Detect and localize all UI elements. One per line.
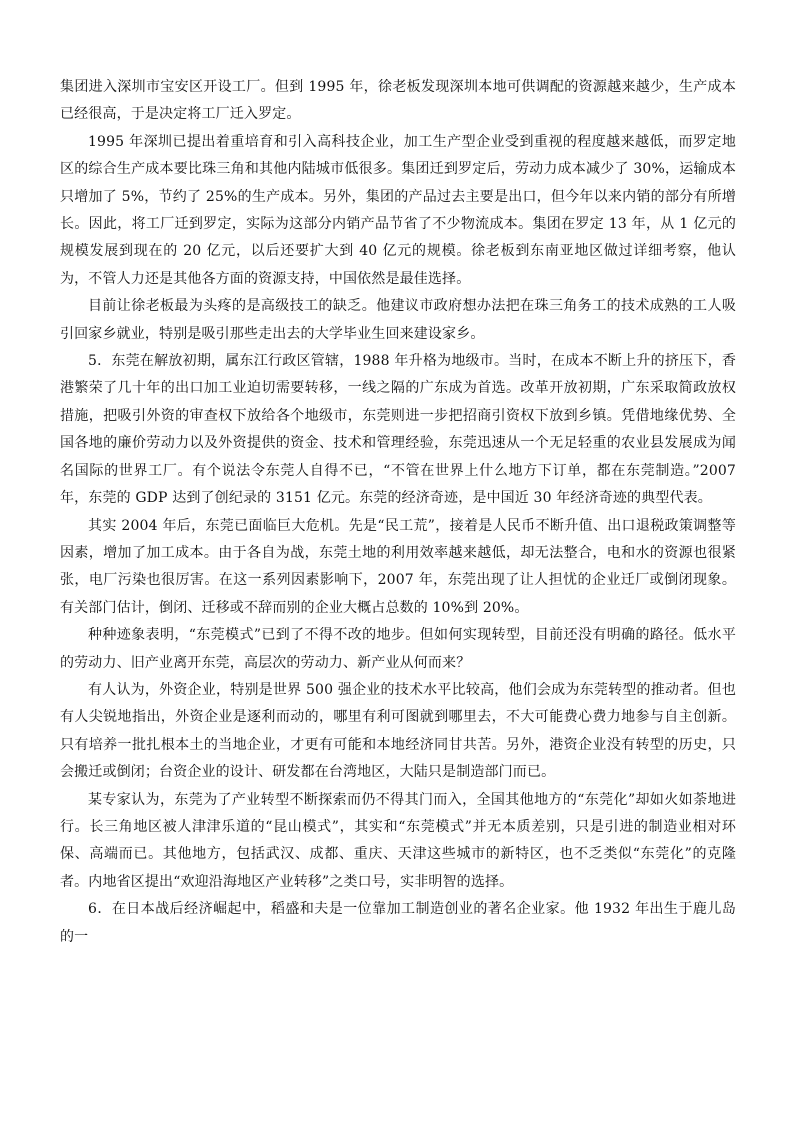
paragraph-2: 1995 年深圳已提出着重培育和引入高科技企业，加工生产型企业受到重视的程度越来越低，而罗定地区的综合生产成本要比珠三角和其他内陆城市低很多。集团迁到罗定后，劳动力成本减少了 30%，运输成本只增加了 5%，节约了 25%的生产成本。另外，集团的产品过去主要是出口，但今年以来内销的部分有所增长。因此，将工厂迁到罗定，实际为这部分内销产品节省了不少物流成本。集团在罗定 13 年，从 1 亿元的规模发展到现在的 20 亿元，以后还要扩大到 40 亿元的规模。徐老板到东南亚地区做过详细考察，他认为，不管人力还是其他各方面的资源支持，中国依然是最佳选择。 <box>60 133 736 287</box>
paragraph-9: 6．在日本战后经济崛起中，稻盛和夫是一位靠加工制造创业的著名企业家。他 1932 年出生于鹿儿岛的一 <box>60 901 736 945</box>
paragraph-1: 集团进入深圳市宝安区开设工厂。但到 1995 年，徐老板发现深圳本地可供调配的资源越来越少，生产成本已经很高，于是决定将工厂迁入罗定。 <box>60 79 736 123</box>
paragraph-7: 有人认为，外资企业，特别是世界 500 强企业的技术水平比较高，他们会成为东莞转型的推动者。但也有人尖锐地指出，外资企业是逐利而动的，哪里有利可图就到哪里去，不大可能费心费力地参与自主创新。只有培养一批扎根本土的当地企业，才更有可能和本地经济同甘共苦。另外，港资企业没有转型的历史，只会搬迁或倒闭；台资企业的设计、研发都在台湾地区，大陆只是制造部门而已。 <box>60 681 736 781</box>
paragraph-8: 某专家认为，东莞为了产业转型不断探索而仍不得其门而入，全国其他地方的“东莞化”却如火如荼地进行。长三角地区被人津津乐道的“昆山模式”，其实和“东莞模式”并无本质差别，只是引进的制造业相对环保、高端而已。其他地方，包括武汉、成都、重庆、天津这些城市的新特区，也不乏类似“东莞化”的克隆者。内地省区提出“欢迎沿海地区产业转移”之类口号，实非明智的选择。 <box>60 791 736 890</box>
paragraph-5: 其实 2004 年后，东莞已面临巨大危机。先是“民工荒”，接着是人民币不断升值、出口退税政策调整等因素，增加了加工成本。由于各自为战，东莞土地的利用效率越来越低，却无法整合，电和水的资源也很紧张，电厂污染也很厉害。在这一系列因素影响下，2007 年，东莞出现了让人担忧的企业迁厂或倒闭现象。有关部门估计，倒闭、迁移或不辞而别的企业大概占总数的 10%到 20%。 <box>60 517 736 616</box>
paragraph-3: 目前让徐老板最为头疼的是高级技工的缺乏。他建议市政府想办法把在珠三角务工的技术成熟的工人吸引回家乡就业，特别是吸引那些走出去的大学毕业生回来建设家乡。 <box>60 298 736 342</box>
paragraph-4: 5．东莞在解放初期，属东江行政区管辖，1988 年升格为地级市。当时，在成本不断上升的挤压下，香港繁荣了几十年的出口加工业迫切需要转移，一线之隔的广东成为首选。改革开放初期，广东采取简政放权措施，把吸引外资的审查权下放给各个地级市，东莞则进一步把招商引资权下放到乡镇。凭借地缘优势、全国各地的廉价劳动力以及外资提供的资金、技术和管理经验，东莞迅速从一个无足轻重的农业县发展成为闻名国际的世界工厂。有个说法令东莞人自得不已，“不管在世界上什么地方下订单，都在东莞制造。”2007 年，东莞的 GDP 达到了创纪录的 3151 亿元。东莞的经济奇迹，是中国近 30 年经济奇迹的典型代表。 <box>60 353 736 507</box>
paragraph-6: 种种迹象表明，“东莞模式”已到了不得不改的地步。但如何实现转型，目前还没有明确的路径。低水平的劳动力、旧产业离开东莞，高层次的劳动力、新产业从何而来？ <box>60 627 736 671</box>
document-body <box>60 74 736 951</box>
